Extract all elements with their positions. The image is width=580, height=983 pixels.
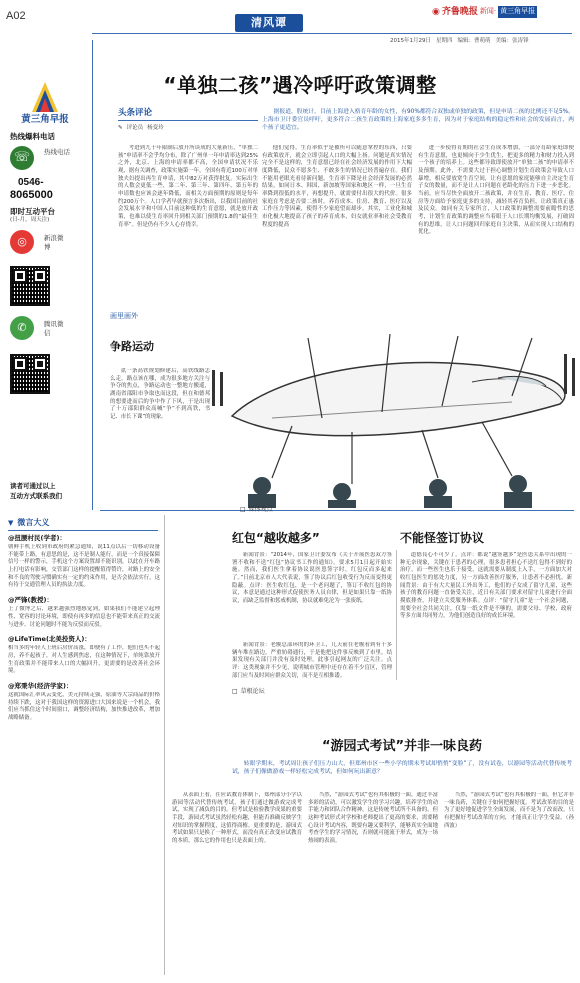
square-icon: □ [232,688,238,695]
cartoon-box [100,310,212,440]
interact-hours: (日-月，周天注) [10,217,50,223]
hotline-number: 8065000 [10,189,53,201]
train-cartoon-svg [212,308,578,508]
media-view-text-1: 新闻背景：“2014年，国家卫计委发布《关于开展医患双方签署不收和不送“红包”协议书工作的通知》，要求5月1日起开始实施。然而，我们医生拿着协议说医患签字时，红包反而多起来了。”日前北京市人大代表说，签了协议后红包收受行为反而变得更隐蔽。点评：医生收红包，是一个老问题了，签订不收红包的协议，本意是通过这种形式促使医务人员自律，但是如果只靠一纸协议，而缺乏监督和惩戒机制，协议就难免沦为一张废纸。 [232,552,392,605]
weiyan-title: 微言大义 [17,518,50,527]
paper-series: 新闻· [479,7,497,16]
hotline-title: 热线爆料电话 [10,132,55,141]
paper-edition: 黄三角早报 [498,6,537,17]
forum-column [232,688,265,696]
weixin-label: 腾讯微信 [44,320,64,337]
weibo-icon: ◎ [10,230,34,254]
interact-title: 即时互动平台 [10,207,55,216]
weibo-label: 新浪微博 [44,234,64,251]
pen-icon: ✎ [118,125,123,131]
media-view-divider [396,550,397,680]
header-meta [390,38,529,45]
media-view-headline-2: 不能怪签订协议 [400,531,485,545]
weiyan-author: @严锋(教授)： [8,596,53,605]
forum-text-1: 从表面上看，在应试教育体制下，郑州部分小学以游园等活动代替传统考试，孩子们通过做游戏完成考试，实现了减负的目的。但考试是检验教学成果的重要手段，游园式考试虽然轻松有趣，但能否准确反映学生对知识的掌握程度，这值得商榷。更重要的是，游园式考试如果只是换了一种形式，而没有真正改变应试教育的本质，那么它的作用也只是表面上的。 [172,792,302,845]
hotline-area: 0546- [18,177,44,188]
weiyan-item [8,534,160,590]
cartoon-bottom-rule [100,510,574,511]
weixin-qr-code[interactable] [10,354,50,394]
forum-text-3: 当然，“游园式考试”也有其积极的一面，但它并非一味良药，关键在于如何把握好度。考试改革的目的是为了更好地促进学生全面发展，而不是为了改而改。只有把握好考试改革的方向，才能真正让学生受益。（孙西波） [444,792,574,829]
weiyan-item [8,682,160,723]
hotline-label: 热线电话 [44,148,70,156]
cartoon-box-column: 画里画外 [110,312,138,320]
weibo-qr-code[interactable] [10,266,50,306]
issue-date: 2015年1月29日 [390,38,431,44]
page-number: A02 [6,10,26,22]
triangle-icon: ▼ [8,518,14,527]
commentary-mid-text: 他们觉得，生育率似乎是被所可以随意掌控的东西，只要有政策放开，就会立即引起人口的大幅上扬。问题是真实情况完全不是这样的，生育意愿已经在社会经济发展的作用下大幅度降低，民众不愿多生、不敢多生的情况已经普遍存在。我们不能用老眼光看待新问题。生育率下降是社会经济发展的必然结果，如同日本、韩国、新加坡等国家和地区一样，一旦生育率降到很低的水平，再想提升，就需要付出很大的代价。很多家庭在考虑是否要二孩时，养育成本、住房、教育、医疗以及工作压力等因素，使得不少家庭望而却步。其实，工业化和城市化极大地提高了孩子的养育成本，妇女就业率和社会受教育程度的提高 [262,145,412,228]
commentary-byline [118,125,164,132]
weiyan-text: 这就国际汇率风云变化，美元持续走强，原油等大宗商品的价格持续下跌，这对于我国这样的资源进口大国来说是一个机会，我们应当抓住这个时间窗口，调整经济结构，加快推进改革，增加战略储备。 [8,692,160,722]
weiyan-divider [164,515,165,975]
header-rule [92,33,572,34]
weiyan-author: @扭腰村民(学者)： [8,534,66,542]
section-banner [235,14,303,32]
sidebar-note-2: 互动方式联系我们 [10,492,62,500]
media-view-text-2: 道德良心不可少了。点评：都说“越签越多”是医患关系中出现的一种无奈现象，关键在于患者的心理，很多患者担心不送红包得不到好的治疗，而一些医生也乐于接受，这就需要从制度上入手，一方面加大对收红包医生的惩处力度，另一方面改善医疗服务，让患者不必担忧。新闻背景：由于有大大量民工外出务工，他们的子女成了留守儿童，这些孩子的教育问题一直备受关注，近日有关部门要求对留守儿童进行全面摸底排查，并建立关爱服务体系。点评：“留守儿童”是一个社会问题，需要全社会共同关注，仅靠一纸文件是不够的，需要父母、学校、政府等多方面共同努力，为他们创造良好的成长环境。 [400,552,572,620]
editor-credit: 编辑：曹萌萌 [457,38,491,44]
commentary-right-text: 进一步使得育期的社会生育成本增加，一部分育龄家庭即便有生育意愿，也更倾向于少生优生，把更多的精力和财力投入到一个孩子的培养上。这些都导致即使放开“单独二孩”的申请率不及预期。此外，不需要大过于担心调整计划生育政策会导致人口暴增，相反要放宽生育空间，让有意愿的家庭能够自主决定生育子女的数量，而不是让人口问题在老龄化的压力下进一步恶化。当前，应当尽快全面放开二孩政策，并在生育、教育、医疗、住房等方面给予家庭更多的支持，减轻其养育负担，让政策真正惠及民众。如同有关专家所言，人口政策的调整需要前瞻性的思考，计划生育政策的调整应当着眼于人口长期均衡发展，打破固有的思维，让人口问题回归家庭自主决策，从而实现人口结构的优化。 [418,145,574,236]
cartoon-box-title: 争路运动 [110,340,154,353]
forum-title: 草根论坛 [240,688,265,695]
weiyan-author: @LifeTime(北美投资人)： [8,635,91,644]
weiyan-text: 朝鲜手机上收到市政府的紧急通知，说11点以后一切移动设备不能带上路，有意思的是，这不是制人能行，而是一个真接保障信号一样的警示，手机这个方案设置却不能识别，以此在开车路上打电话有影响，交管部门这样的提醒值得赞许，对路上的安全和不良的驾驶习惯确实有一定的约束作用，是否会依法实行，这有待于交通管理人员的执法力度。 [8,544,160,589]
weiyan-list [8,534,160,974]
commentary-column: 头条评论 [118,108,153,118]
commentary-column-rule [118,120,258,121]
author-name: 杨变玲 [147,125,164,131]
paper-name: 齐鲁晚报 [441,7,478,17]
commentary-left-text: 考进到九十年限制后放开所谈成的大量新压，“单独二孩”申请率不会乎均分布，除了广州单一年申请率达到25%之外，北京、上海的申请率都不高，全国申请状况不乐观，据有关调查，政策实施第一年，全国有将近100万对单独夫妇提出再生育申请，其中82万对获得批复。实际出生的人数会更低一些，第二年、第三年、第四年、第五年的申请数也应该会逐年降低，而相关方面预期的原则是每年约200万个。人口学者早就预言多次指出，以我国目前的社会发展水平和中国人目前这种低的生育意愿，就是放开政策，也难以使生育率回升到相关部门预期的1.8的“最佳生育率”。但是仍有不少人心存侥幸。 [118,145,258,228]
weixin-icon: ✆ [10,316,34,340]
weiyan-text: 相当多的年轻人上班后房价高涨，即便有了工作，他们也买不起房，养不起孩子，对人生感到焦虑，在这种情况下，单纯靠放开生育政策并不能带来人口的大幅回升，更需要的是改善社会环境。 [8,645,160,675]
media-view-headline-1: 红包“越收越多” [232,531,320,545]
sidebar-note-1: 读者可通过以上 [10,482,56,490]
phone-icon: ☏ [10,146,34,170]
forum-lead: 转眼学期末，考试周让孩子们压力山大，但郑州市区一些小学的期末考试却悄悄“变脸”了，没有试卷，以游园等活动代替传统考试，孩子们像做游戏一样轻松完成考试，但如何玩出新意？ [232,761,572,776]
headline: “单独二孩”遇冷呼吁政策调整 [163,73,437,97]
brand-logo-icon [32,82,58,112]
cartoon-illustration [212,308,578,508]
issue-weekday: 星期四 [436,38,453,44]
brand-name: 黄三角早报 [21,114,69,125]
media-view-title: 媒体观点 [248,506,273,513]
media-view-text-3: 新闻背景：老舰总部环的的环卫工，几天前在老舰看到有十多辆车堆在路边，严重妨碍通行，于是他把这件事反映到了市里，结果发现有关部门并没有及时处理，此事引起网友的广泛关注。点评：这类现象并不少见，说明城市管理中还存在着不少盲区，管理部门应当及时回应群众关切，而不是互相推诿。 [232,642,392,679]
paper-logo-icon: ◉ [432,7,440,17]
forum-headline: “游园式考试”并非一味良药 [321,739,483,754]
sidebar-divider [92,40,93,510]
weiyan-author: @郑秉华(经济学家)： [8,682,73,691]
square-icon: □ [240,506,246,513]
weiyan-text: 上了微博之后，越来越强烈地感觉到，如果我们不能建立起理性、宽容的讨论环境，即使有再多的信息也不能带来真正的交流与进步。讨论问题时不能为反驳而反驳。 [8,606,160,628]
media-view-column [240,506,273,514]
sidebar [0,80,90,520]
paper-masthead [432,6,537,18]
commentary-top-text: 据报道，股统计，目前上海进入格育年龄的女性，有90%都符合双独或单独的政策，但是申请二孩的比例还不足5%。上海市卫计委官员呼吁，更多符合二孩生育政策的上海家庭多多生育，因为对于家庭结构的稳定性和社会的发展而言，两个孩子更适宜。 [262,109,574,132]
designer-credit: 美编：张涛锋 [495,38,529,44]
weiyan-item [8,635,160,676]
cartoon-box-text: 贰一条高铁规划修建后，高铁线路怎么走，路点该在哪，成为很多地方关注与争夺的焦点，争路运动也一整地方搬遥，湖南省邵阳市争取也而这段，但在和德邦的想要进而后的争中作了下风，于是出现了十万邵阳群众高喊“争”不到高铁，书记、市长下课”的现象。 [110,368,210,421]
forum-text-2: 当然，“游园式考试”也有其积极的一面，通过丰富多彩的活动，可以激发学生的学习兴趣，培养学生的动手能力和团队合作精神，这是传统考试所不具备的。但这种考试形式对学校和老师提出了更高的要求，需要精心设计考试内容，既要有趣又要科学，能够真实全面地考查学生的学习情况，否则就可能流于形式，成为一场热闹的表演。 [308,792,438,845]
section-title: 清风谭 [251,15,287,29]
author-role: 评论员 [126,125,144,131]
weiyan-item [8,596,160,629]
weiyan-column [8,518,158,529]
weiyan-rule [8,530,158,531]
